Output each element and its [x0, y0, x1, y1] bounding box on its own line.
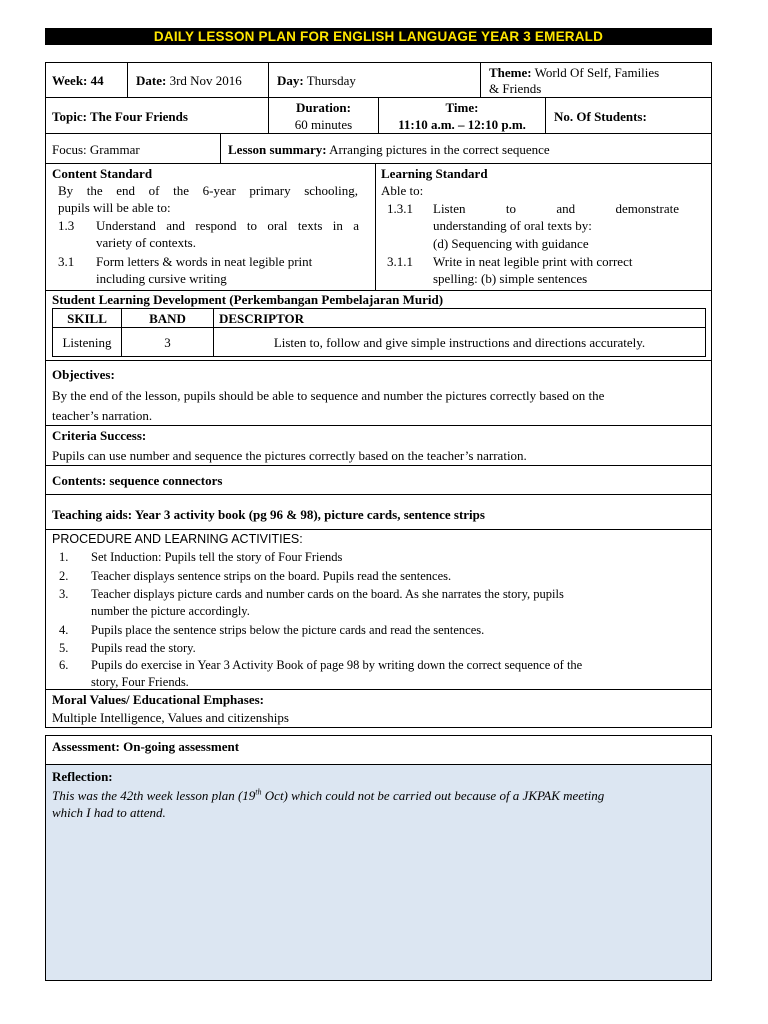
- reflection-text-2: which I had to attend.: [52, 805, 166, 820]
- duration-label: Duration:: [296, 100, 351, 115]
- procedure-step-num: 4.: [59, 623, 69, 637]
- sld-heading: Student Learning Development (Perkembangan Pembelajaran Murid): [52, 292, 444, 307]
- time-value: 11:10 a.m. – 12:10 p.m.: [398, 117, 526, 132]
- content-standard-intro-2: pupils will be able to:: [58, 200, 171, 215]
- cs-item-text: Understand and respond to oral texts in a: [96, 218, 359, 233]
- sld-descriptor: Listen to, follow and give simple instructions and directions accurately.: [273, 335, 646, 350]
- day-cell: [268, 62, 481, 98]
- criteria-block: [45, 425, 712, 466]
- ls-item-text: Write in neat legible print with correct: [433, 254, 633, 269]
- ls-item-text-2: spelling: (b) simple sentences: [433, 271, 588, 286]
- date-value: 3rd Nov 2016: [169, 73, 242, 88]
- moral-values-heading: Moral Values/ Educational Emphases:: [52, 692, 265, 707]
- sld-skill: Listening: [62, 335, 112, 350]
- ls-item-text-2: understanding of oral texts by:: [433, 218, 592, 233]
- reflection-sup: th: [255, 787, 262, 797]
- reflection-text-a: This was the 42th week lesson plan (19: [52, 788, 256, 803]
- week-cell: [45, 62, 128, 98]
- objectives-heading: Objectives:: [52, 367, 115, 382]
- time-label: Time:: [445, 100, 479, 115]
- focus-cell: [45, 133, 221, 164]
- procedure-step: Set Induction: Pupils tell the story of Four Friends: [91, 550, 343, 564]
- reflection-text-b: Oct) which could not be carried out because of a JKPAK meeting: [261, 788, 605, 803]
- content-standard-intro: By the end of the 6-year primary schooling,: [58, 183, 358, 198]
- criteria-text: Pupils can use number and sequence the pictures correctly based on the teacher’s narration.: [52, 448, 527, 463]
- assessment-block: [45, 735, 712, 765]
- theme-value-line1: World Of Self, Families: [534, 65, 660, 80]
- duration-cell: [268, 97, 379, 134]
- sld-col-skill: SKILL: [67, 311, 107, 326]
- procedure-heading: PROCEDURE AND LEARNING ACTIVITIES:: [52, 532, 303, 546]
- cs-item-num: 1.3: [58, 218, 75, 233]
- ls-item-num: 3.1.1: [387, 254, 413, 269]
- day-label: Day:: [277, 73, 304, 88]
- sld-band: 3: [164, 335, 171, 350]
- theme-cell: [480, 62, 712, 98]
- learning-standard-heading: Learning Standard: [381, 166, 488, 181]
- teaching-aids-text: Teaching aids: Year 3 activity book (pg 96 & 98), picture cards, sentence strips: [52, 507, 485, 522]
- cs-item-text-2: including cursive writing: [96, 271, 227, 286]
- learning-standard-intro: Able to:: [381, 183, 424, 198]
- procedure-step-num: 2.: [59, 569, 69, 583]
- standards-block: [45, 163, 712, 291]
- cs-item-text-2: variety of contexts.: [96, 235, 196, 250]
- procedure-step: Pupils do exercise in Year 3 Activity Book of page 98 by writing down the correct sequence of the: [91, 658, 583, 672]
- procedure-block: [45, 529, 712, 690]
- topic-cell: [45, 97, 269, 134]
- procedure-step-cont: number the picture accordingly.: [91, 604, 250, 618]
- day-value: Thursday: [306, 73, 356, 88]
- objectives-block: [45, 360, 712, 426]
- topic-label: Topic:: [52, 109, 87, 124]
- procedure-step-cont: story, Four Friends.: [91, 675, 189, 689]
- duration-value: 60 minutes: [294, 117, 353, 132]
- week-label: Week:: [52, 73, 88, 88]
- sld-table: [52, 308, 706, 357]
- contents-text: Contents: sequence connectors: [52, 473, 223, 488]
- criteria-heading: Criteria Success:: [52, 428, 147, 443]
- moral-values-block: [45, 689, 712, 728]
- reflection-block: [45, 764, 712, 981]
- topic-value: The Four Friends: [89, 109, 188, 124]
- students-label: No. Of Students:: [554, 109, 647, 124]
- content-standard-heading: Content Standard: [52, 166, 153, 181]
- cs-item-num: 3.1: [58, 254, 75, 269]
- procedure-step-num: 3.: [59, 587, 69, 601]
- sld-col-descriptor: DESCRIPTOR: [219, 311, 305, 326]
- ls-item-num: 1.3.1: [387, 201, 413, 216]
- reflection-text: [52, 788, 604, 803]
- moral-values-text: Multiple Intelligence, Values and citizenships: [52, 710, 289, 725]
- time-cell: [378, 97, 546, 134]
- focus-label: Focus:: [52, 142, 87, 157]
- teaching-aids-block: [45, 494, 712, 530]
- focus-value: Grammar: [89, 142, 140, 157]
- summary-label: Lesson summary:: [228, 142, 327, 157]
- week-value: 44: [90, 73, 104, 88]
- summary-value: Arranging pictures in the correct sequence: [329, 142, 550, 157]
- objectives-text-2: teacher’s narration.: [52, 408, 153, 423]
- procedure-step: Teacher displays sentence strips on the board. Pupils read the sentences.: [91, 569, 452, 583]
- theme-label: Theme:: [489, 65, 532, 80]
- theme-value-line2: & Friends: [489, 81, 542, 96]
- reflection-heading: Reflection:: [52, 769, 113, 784]
- ls-item-text: Listen to and demonstrate: [433, 201, 679, 216]
- objectives-text: By the end of the lesson, pupils should be able to sequence and number the pictures correctly based on the: [52, 388, 605, 403]
- procedure-step-num: 1.: [59, 550, 69, 564]
- contents-block: [45, 465, 712, 495]
- summary-cell: [220, 133, 712, 164]
- procedure-step: Pupils read the story.: [91, 641, 196, 655]
- sld-block: [45, 290, 712, 361]
- date-cell: [127, 62, 269, 98]
- procedure-step: Teacher displays picture cards and number cards on the board. As she narrates the story, pupils: [91, 587, 564, 601]
- procedure-step-num: 6.: [59, 658, 69, 672]
- sld-col-band: BAND: [149, 311, 186, 326]
- procedure-step: Pupils place the sentence strips below the picture cards and read the sentences.: [91, 623, 485, 637]
- ls-item-text-3: (d) Sequencing with guidance: [433, 236, 589, 251]
- cs-item-text: Form letters & words in neat legible print: [96, 254, 313, 269]
- assessment-text: Assessment: On-going assessment: [52, 739, 240, 754]
- date-label: Date:: [136, 73, 167, 88]
- procedure-step-num: 5.: [59, 641, 69, 655]
- page-title: DAILY LESSON PLAN FOR ENGLISH LANGUAGE YEAR 3 EMERALD: [45, 28, 712, 45]
- students-cell: [545, 97, 712, 134]
